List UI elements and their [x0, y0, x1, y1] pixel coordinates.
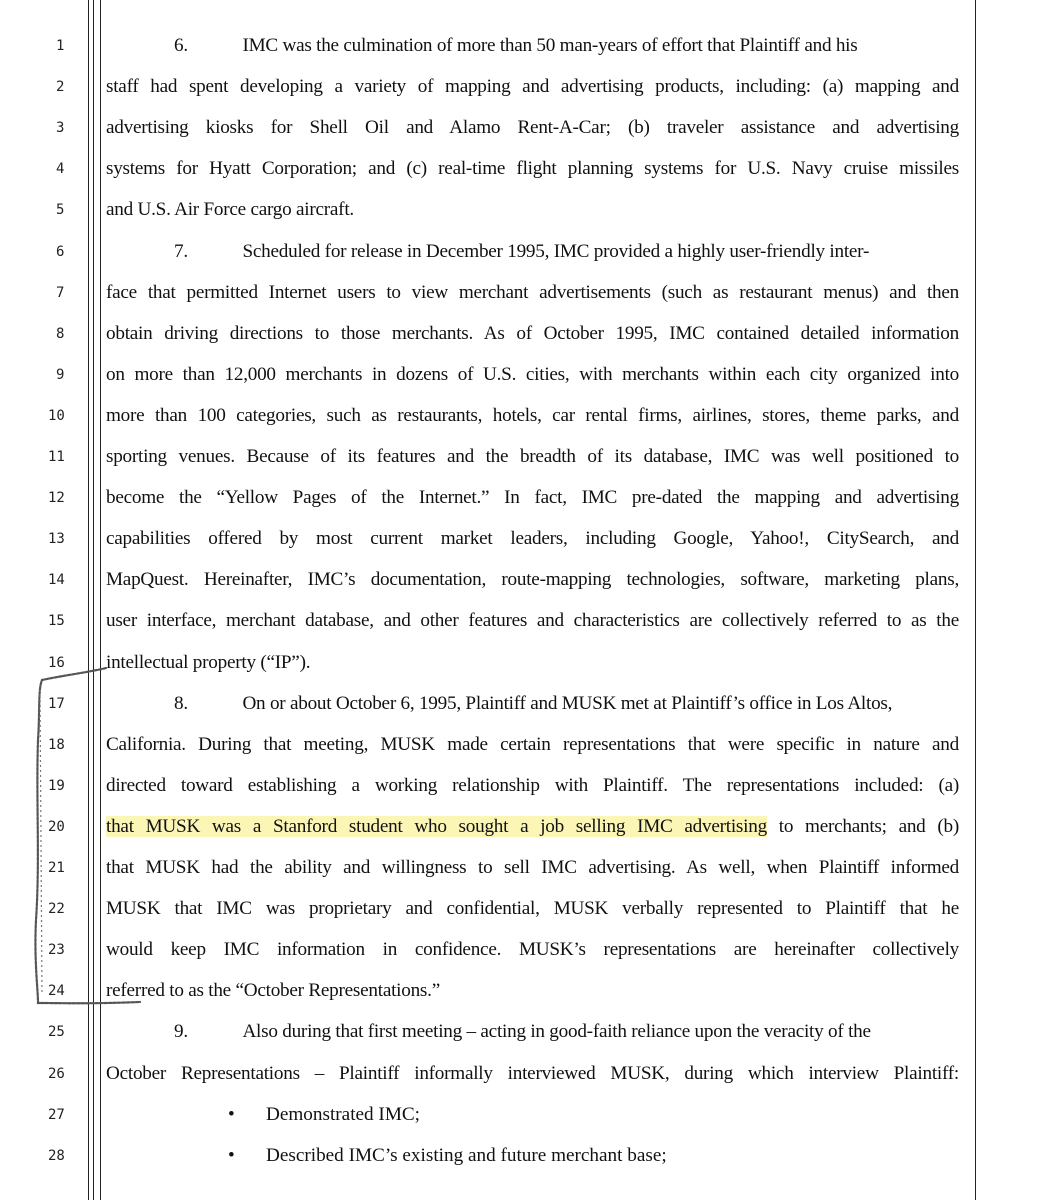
line-number: 25: [48, 1024, 65, 1041]
text-line: staff had spent developing a variety of mapping and advertising products, including: (a) mapping and: [106, 76, 959, 98]
bullet-icon: •: [228, 1103, 235, 1125]
text-line: advertising kiosks for Shell Oil and Alamo Rent-A-Car; (b) traveler assistance and advertising: [106, 117, 959, 139]
text-line: user interface, merchant database, and other features and characteristics are collectively referred to as the: [106, 610, 959, 632]
bullet-icon: •: [228, 1144, 235, 1166]
text-line: face that permitted Internet users to view merchant advertisements (such as restaurant menus) and then: [106, 281, 959, 303]
text-line: capabilities offered by most current market leaders, including Google, Yahoo!, CitySearch, and: [106, 528, 959, 550]
highlighted-text: that MUSK was a Stanford student who sought a job selling IMC advertising: [106, 815, 767, 837]
line-number: 11: [48, 449, 65, 465]
text-line: 7. Scheduled for release in December 1995, IMC provided a highly user-friendly inter-: [174, 240, 870, 262]
line-number: 5: [56, 202, 65, 219]
line-number: 16: [48, 654, 65, 671]
text-line: that MUSK had the ability and willingness to sell IMC advertising. As well, when Plaintiff informed: [106, 857, 959, 878]
line-number: 26: [48, 1065, 65, 1082]
text-line: California. During that meeting, MUSK made certain representations that were specific in nature and: [106, 733, 959, 755]
text-line: more than 100 categories, such as restaurants, hotels, car rental firms, airlines, stores, theme parks, and: [106, 404, 959, 426]
bullet-text: Demonstrated IMC;: [266, 1103, 421, 1125]
line-number: 4: [56, 161, 65, 178]
line-number: 10: [48, 407, 65, 424]
line-number: 21: [48, 860, 65, 876]
line-number: 28: [48, 1147, 65, 1164]
text-line: intellectual property (“IP”).: [106, 651, 311, 673]
text-line: 8. On or about October 6, 1995, Plaintiff and MUSK met at Plaintiff’s office in Los Altos,: [174, 692, 893, 714]
line-number: 6: [56, 243, 65, 260]
text-line: would keep IMC information in confidence. MUSK’s representations are hereinafter collectively: [106, 939, 959, 961]
text-line: MapQuest. Hereinafter, IMC’s documentation, route-mapping technologies, software, marketing plans,: [106, 569, 959, 591]
line-number: 24: [48, 983, 65, 1000]
line-number: 18: [48, 736, 65, 753]
line-number: 27: [48, 1106, 65, 1123]
text-line: referred to as the “October Representations.”: [106, 980, 440, 1002]
line-number: 20: [48, 818, 65, 835]
line-number: 14: [48, 572, 65, 589]
line-number: 2: [56, 79, 65, 96]
line-number: 12: [48, 490, 65, 507]
text-line: directed toward establishing a working relationship with Plaintiff. The representations included: (a): [106, 774, 959, 796]
line-number: 22: [48, 901, 65, 918]
text-line: become the “Yellow Pages of the Internet.” In fact, IMC pre-dated the mapping and advertising: [106, 487, 959, 509]
text-line-rest: to merchants; and (b): [766, 815, 959, 837]
text-line: and U.S. Air Force cargo aircraft.: [106, 199, 354, 221]
line-number: 15: [48, 613, 65, 630]
bullet-text: Described IMC’s existing and future merchant base;: [266, 1144, 667, 1166]
text-line: obtain driving directions to those merchants. As of October 1995, IMC contained detailed information: [106, 322, 959, 344]
text-line: 6. IMC was the culmination of more than 50 man-years of effort that Plaintiff and his: [174, 35, 858, 56]
text-line: MUSK that IMC was proprietary and confidential, MUSK verbally represented to Plaintiff that he: [106, 898, 959, 920]
text-line: October Representations – Plaintiff informally interviewed MUSK, during which interview Plaintiff:: [106, 1062, 959, 1084]
line-number: 8: [56, 325, 65, 342]
line-number: 3: [56, 120, 65, 137]
line-number: 19: [48, 777, 65, 794]
line-number: 7: [56, 284, 65, 301]
text-line: sporting venues. Because of its features and the breadth of its database, IMC was well positioned to: [106, 446, 959, 467]
line-number: 23: [48, 942, 65, 959]
text-line: 9. Also during that first meeting – acting in good-faith reliance upon the veracity of the: [174, 1021, 871, 1043]
line-number: 9: [56, 366, 65, 383]
line-number: 1: [56, 38, 65, 54]
line-number: 13: [48, 531, 65, 548]
text-line: on more than 12,000 merchants in dozens of U.S. cities, with merchants within each city organized into: [106, 363, 959, 385]
text-line: systems for Hyatt Corporation; and (c) real-time flight planning systems for U.S. Navy cruise missiles: [106, 158, 959, 180]
line-number: 17: [48, 695, 65, 712]
